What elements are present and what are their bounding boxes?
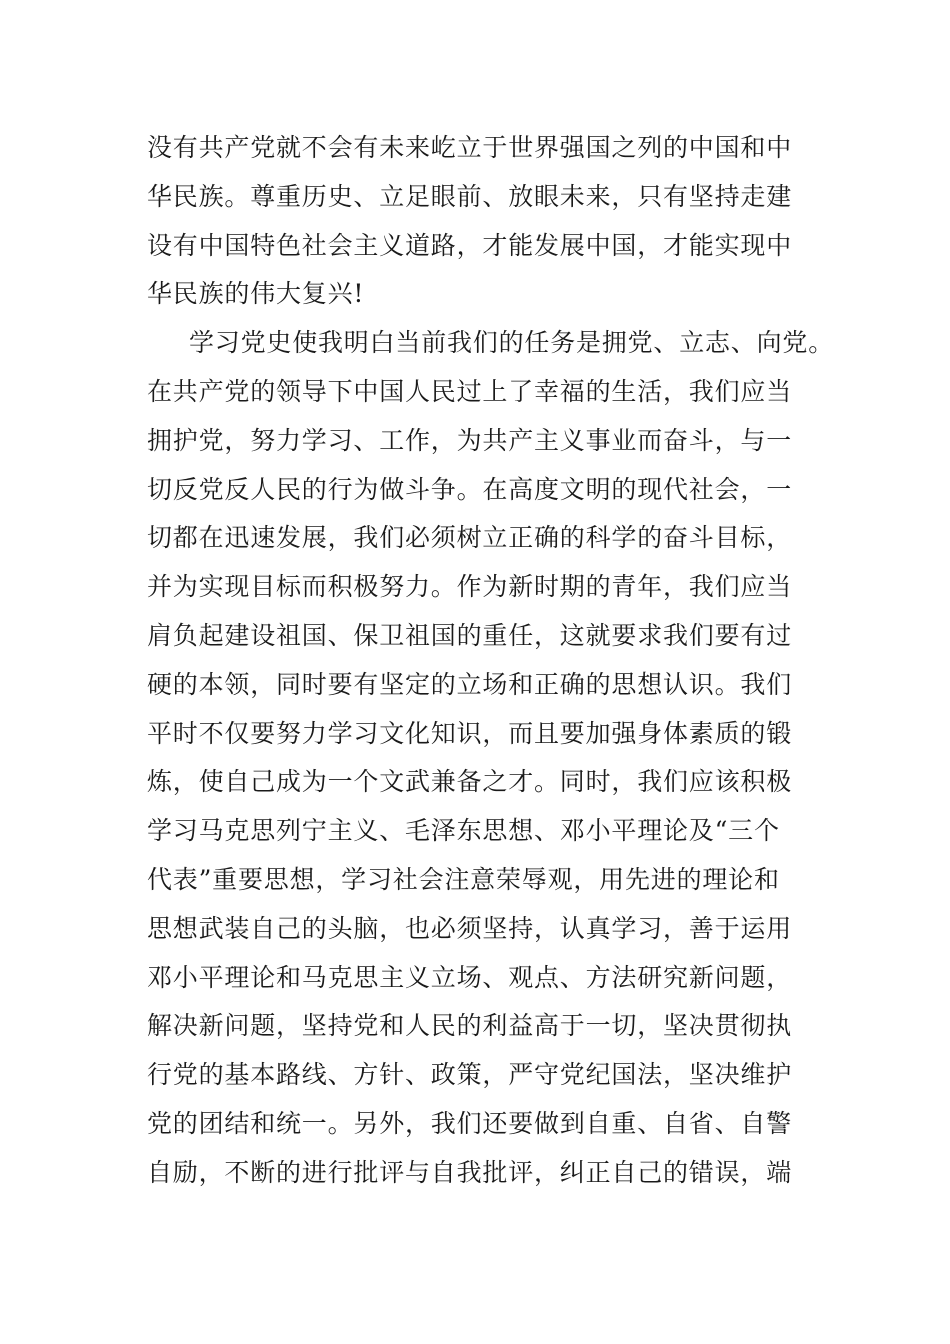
text-line: 学习马克思列宁主义、毛泽东思想、邓小平理论及“三个 <box>147 816 780 846</box>
text-line: 自励，不断的进行批评与自我批评，纠正自己的错误，端 <box>147 1157 793 1187</box>
text-line: 拥护党，努力学习、工作，为共产主义事业而奋斗，与一 <box>147 425 793 455</box>
paragraph-continued <box>147 124 817 319</box>
text-line: 华民族。尊重历史、立足眼前、放眼未来，只有坚持走建 <box>147 181 793 211</box>
text-line: 邓小平理论和马克思主义立场、观点、方法研究新问题， <box>147 962 793 992</box>
text-line: 思想武装自己的头脑，也必须坚持，认真学习，善于运用 <box>147 913 793 943</box>
text-line: 没有共产党就不会有未来屹立于世界强国之列的中国和中 <box>147 133 793 162</box>
text-line: 党的团结和统一。另外，我们还要做到自重、自省、自警 <box>147 1108 793 1138</box>
text-line: 华民族的伟大复兴! <box>147 279 365 309</box>
text-line: 并为实现目标而积极努力。作为新时期的青年，我们应当 <box>147 572 793 602</box>
text-line: 行党的基本路线、方针、政策，严守党纪国法，坚决维护 <box>147 1060 793 1090</box>
text-line: 硬的本领，同时要有坚定的立场和正确的思想认识。我们 <box>147 669 793 699</box>
text-line: 代表”重要思想，学习社会注意荣辱观，用先进的理论和 <box>147 864 780 894</box>
text-line: 平时不仅要努力学习文化知识，而且要加强身体素质的锻 <box>147 718 793 748</box>
paragraph-main <box>147 319 835 1197</box>
text-line: 在共产党的领导下中国人民过上了幸福的生活，我们应当 <box>147 376 793 406</box>
text-line: 解决新问题，坚持党和人民的利益高于一切，坚决贯彻执 <box>147 1011 793 1041</box>
text-line: 炼，使自己成为一个文武兼备之才。同时，我们应该积极 <box>147 767 793 797</box>
document-body <box>147 124 835 1198</box>
text-line: 设有中国特色社会主义道路，才能发展中国，才能实现中 <box>147 230 793 260</box>
text-line: 切反党反人民的行为做斗争。在高度文明的现代社会，一 <box>147 474 793 504</box>
text-line-indented: 学习党史使我明白当前我们的任务是拥党、立志、向党。 <box>189 328 835 358</box>
text-line: 肩负起建设祖国、保卫祖国的重任，这就要求我们要有过 <box>147 620 793 650</box>
text-line: 切都在迅速发展，我们必须树立正确的科学的奋斗目标， <box>147 523 793 553</box>
